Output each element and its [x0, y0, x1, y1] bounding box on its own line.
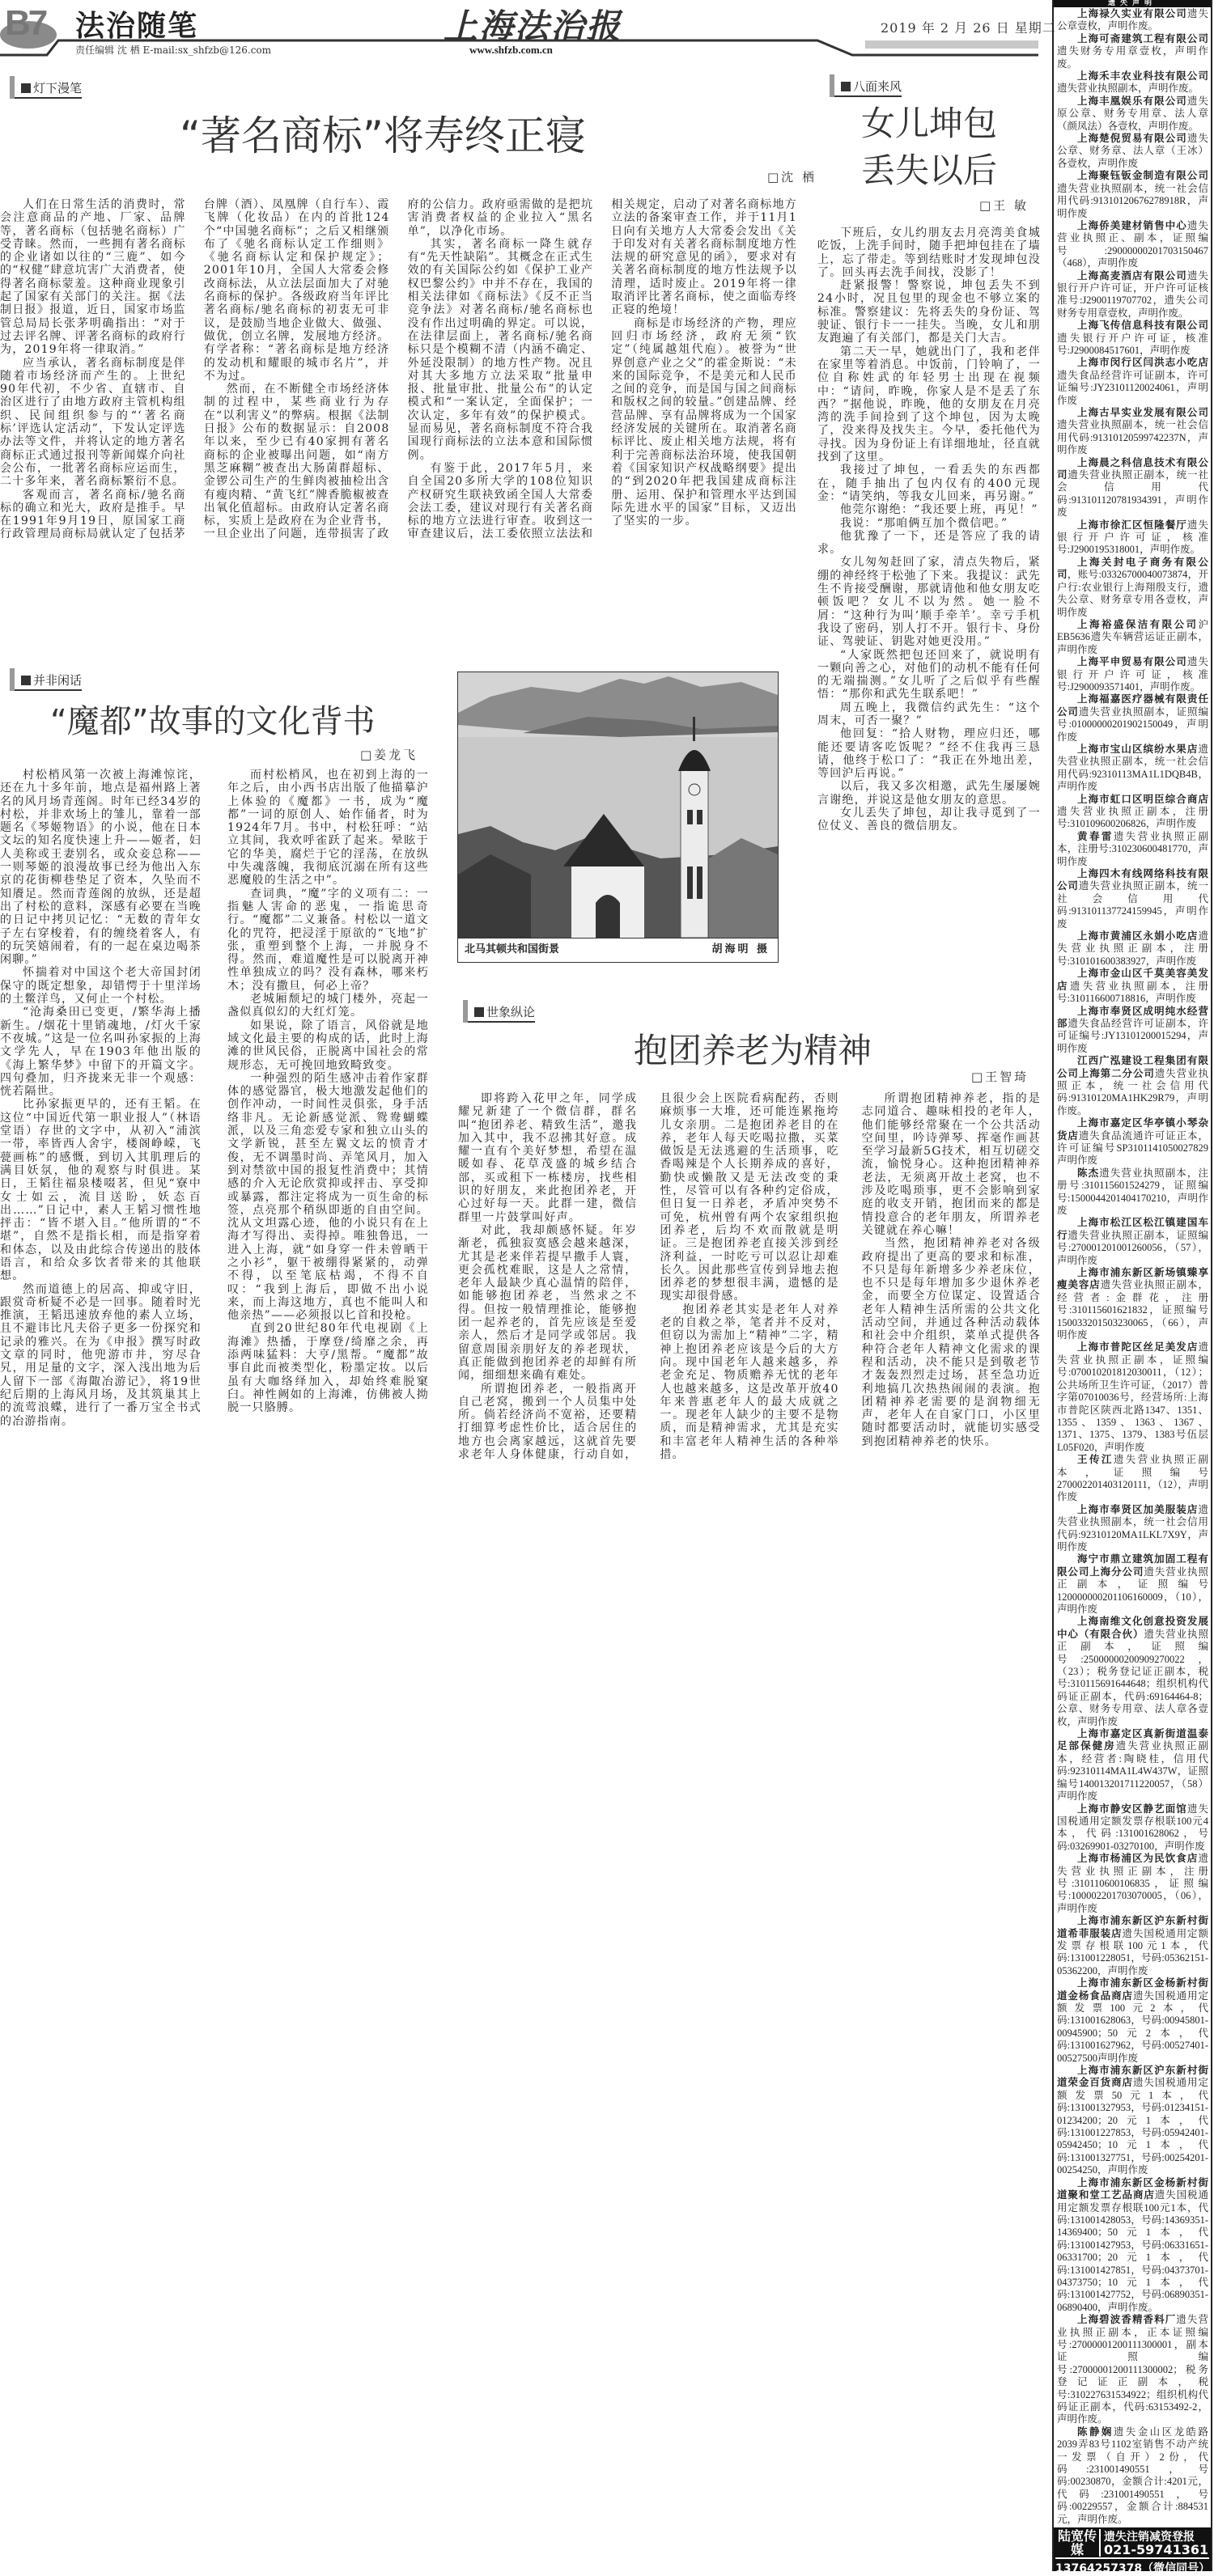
notice-entity: 上海裕盛保洁有限公司 — [1077, 618, 1199, 630]
lost-notice-item — [1057, 1915, 1208, 1977]
paragraph: 然而，在不断健全市场经济体制的过程中，某些商业行为存在“以利害义”的弊病。根据《法制日报》公布的数据显示：自2008年以来，至少已有40家拥有著名商标的企业被曝出问题，如“南方黑芝麻糊”被查出大肠菌群超标、金锣公司生产的生鲜肉被抽检出含有瘦肉精、“黄飞红”牌香脆椒被查出氧化值超标。由政府认定著名商标，实质上是政府在为企业背书，一旦企业出了问题，连带损害了政府的公信力。政府亟需做的是把坑害消费者权益的企业拉入“黑名单”，以净化市场。 — [203, 198, 594, 541]
notice-entity: 上海市嘉定区华亭镇小琴杂货店 — [1057, 1117, 1208, 1142]
notice-entity: 上海福嘉医疗器械有限责任公司 — [1057, 693, 1208, 718]
column-name: 法治随笔 — [75, 10, 199, 43]
notice-text: 遗失营业执照正副本，经营者:陶晓桂，信用代码:92310114MA1L4W437W，证照编号140013201711220057，（58）声明作废 — [1057, 1740, 1208, 1803]
paragraph: 一种强烈的陌生感冲击着作家群体的感觉器官，极大地激发起他们的创作冲动，一时间性灵俱张，身手活络非凡。无论新感觉派、鸳鸯蝴蝶派，以及三角恋爱专家和独立山头的文学新锐，甚至左翼文坛的愤青才俊，无不调墨时尚、弄笔风月，加入到对禁欲中国的报复性消费中；其情感的介入无论欣赏抑或抨击、享受抑或暴露，都注定将成为一页生命的标签，点亮那个稍纵即逝的自由空间。沈从文坦露心迹，他的小说只有在上海才写得出、卖得掉。唯独鲁迅，一进入上海，就“如身穿一件未曾晒干之小衫”，躯干被绷得紧紧的，动弹不得，以至笔底枯竭，不得不自叹：“我到上海后，即做不出小说来，而上海这地方，真也不能叫人和他亲热”——必须报以匕首和投枪。 — [227, 1071, 429, 1323]
notice-entity: 上海禄久实业有限公司 — [1077, 8, 1187, 19]
lost-notice-item — [1057, 1217, 1208, 1267]
notice-entity: 上海晨之科信息技术有限公司 — [1057, 456, 1208, 481]
notice-text: 遗失营业执照正副本，注册号:310109600206826，声明作废 — [1057, 806, 1208, 830]
lost-notice-item — [1057, 1055, 1208, 1117]
notice-text: 沪EB5636遗失车辆营运证正副本，声明作废 — [1057, 618, 1208, 655]
title-line: 丢失以后 — [861, 150, 998, 190]
notice-entity: 王传江 — [1077, 1454, 1114, 1466]
article-body-elderly — [458, 1092, 1041, 1461]
article-body-handbag — [817, 227, 1041, 833]
paragraph: 客观而言，著名商标/驰名商标的确立和光大，政府是推手。早在1991年9月19日，原国家工商行政管理局商标局就认定了包括茅台牌（酒）、凤凰牌（自行车）、霞飞牌（化妆品）在内的首批124个“中国驰名商标”；之后又相继颁布了《驰名商标认定工作细则》《驰名商标认定和保护规定》；2001年10月，全国人大常委会修改商标法，从立法层面加大了对驰名商标的保护。各级政府当年评比著名商标/驰名商标的初衷无可非议，是鼓励当地企业做大、做强、做优，创立名牌，发展地方经济。有学者称：“著名商标是地方经济的发动机和耀眼的城市名片”，并不为过。 — [0, 198, 390, 541]
notice-entity: 上海市杨浦区为民饮食店 — [1077, 1853, 1199, 1865]
notice-text: 遗失营业执照副本，注册号:310115601524279，证照编号:1500044201404170210，声明作废 — [1057, 1167, 1208, 1216]
notice-text: 遗失营业执照正副本，注册号:310110600106835，证照编号:100002201703070005，（06），声明作废 — [1057, 1853, 1208, 1914]
lost-notice-item — [1057, 1454, 1208, 1504]
lost-notice-item — [1057, 1341, 1208, 1454]
notice-text: 遗失银行开户许可证，核准号:J2900195318001，声明作废。 — [1057, 519, 1208, 556]
notice-entity: 黄春雷 — [1077, 830, 1114, 842]
lost-notice-item — [1057, 220, 1208, 270]
paragraph: 所谓抱团精神养老，指的是志同道合、趣味相投的老年人，他们能够经常聚在一个公共活动空间里，吟诗弹琴、挥毫作画甚至学习最新5G技术，相互切磋交流，愉悦身心。这种抱团精神养老法，无须离开故土老窝，也不涉及吃喝琐事，更不会影响到家庭的收支开销，抱团而来的都是情投意合的老年朋友，所谓养老关键就在养心嘛！ — [861, 1092, 1041, 1237]
lost-notice-item — [1057, 1853, 1208, 1915]
notice-entity: 上海市静安区静艺面馆 — [1077, 1803, 1187, 1815]
notice-entity: 上海关封电子商务有限公司 — [1057, 556, 1208, 581]
paragraph: 然而道德上的居高、抑或守旧，跟赏奇析疑不必是一回事。随着时光推演，王韬迅速放弃他的素人立场，且不避讳比凡夫俗子更多一份探究和记录的雅兴。在为《申报》撰写时政文章的同时，他兜游市井，穷尽旮旯，用足量的文字，深入浅出地为后人留下一部《海陬冶游记》，将19世纪后期的上海风月场，及其筑巢其上的流莺浪蝶，进行了一番万宝全书式的冶游指南。 — [0, 1282, 202, 1428]
lost-notice-item — [1057, 33, 1208, 70]
paragraph: 人们在日常生活的消费时，常会注意商品的产地、厂家、品牌等，著名商标（包括驰名商标）广受青睐。然而，一些拥有著名商标的企业诸如以往的“三鹿”、如今的“权健”肆意坑害广大消费者，使得著名商标蒙羞。这种商业现象引起了国家有关部门的关注。据《法制日报》报道，近日，国家市场监管总局局长张茅明确指出：“对于过去评名牌、评著名商标的政府行为，2019年将一律取消。” — [0, 198, 186, 357]
notice-entity: 上海市嘉定区真新街道温泰足部保健房 — [1057, 1728, 1208, 1752]
ad-box — [1054, 2527, 1211, 2576]
paragraph: 对此，我却颇感怀疑。年岁渐老，孤独寂寞感会越来越深，尤其是老来伴若提早撒手人寰，更会孤枕难眠，这是人之常情，老年人最缺少真心温情的陪伴，如能够抱团养老，当然求之不得。但按一般情理推论，能够抱团一起养老的，首先应该是至爱亲人，然后才是同学或邻居。我留意周围亲朋好友的养老现状，真正能做到抱团养老的却鲜有所闻，细细想来确有难处。 — [458, 1223, 638, 1383]
lost-notice-item — [1057, 831, 1208, 868]
lost-notice-item — [1057, 170, 1208, 220]
notice-entity: 陈杰 — [1077, 1167, 1100, 1179]
notice-text: 遗失财务专用章壹枚，声明作废。 — [1057, 45, 1208, 70]
ad-brand: 陆宽传媒 — [1055, 2529, 1101, 2557]
paragraph: 女儿丢失了坤包，却让我寻觅到了一位仗义、善良的微信朋友。 — [817, 807, 1041, 833]
lost-notice-item — [1057, 1504, 1208, 1554]
notice-entity: 上海市浦东新区沪东新村街道希菲服装店 — [1057, 1915, 1208, 1939]
notice-entity: 上海市浦东新区金杨新村街道聚和堂工艺品商店 — [1057, 2176, 1208, 2201]
lost-notice-item — [1057, 320, 1208, 357]
paragraph: 他莞尔谢绝：“我还要上班，再见！” — [840, 503, 1038, 517]
notice-text: 遗失营业执照正副本，经营者:金群花，注册号:310115601621832，证照编号150033201503230065，（66），声明作废 — [1057, 1279, 1208, 1341]
article-author: □沈 栖 — [767, 170, 817, 184]
paragraph: 而村松梢风，也在初到上海的一年之后，由小西书店出版了他描摹沪上体验的《魔都》一书，成为“魔都”一词的原创人、始作俑者，时为1924年7月。书中，村松狂呼：“站立其间，我欢呼雀跃了起来。晕眩于它的华美，腐烂于它的淫荡，在放纵中失魂落魄，我彻底沉溺在所有这些恶魔般的生活之中”。 — [227, 769, 429, 888]
paragraph: 应当承认，著名商标制度是伴随着市场经济而产生的。上世纪90年代初，不少省、直辖市、自治区进行了由地方政府主管机构组织、民间组织参与的“‘著名商标’评选认定活动”，下发认定评选办法等文件，并将认定的地方著名商标正式通过报刊等新闻媒介向社会公布，一批著名商标应运而生，二十多年来，著名商标繁衍不息。 — [0, 356, 186, 489]
notice-text: 遗失营业执照正副本，统一社会信用代码:92310113MA1L1DQB4B，声明作废 — [1057, 743, 1208, 793]
lost-notice-item — [1057, 1616, 1208, 1728]
photo-caption: 北马其顿共和国街景 — [465, 943, 560, 955]
lost-notices-header: 遗失声明 — [1054, 0, 1211, 7]
lost-notice-item — [1057, 457, 1208, 519]
notice-text: 遗失营业执照副本，注册号:310116600718816，声明作废 — [1057, 980, 1208, 1005]
notice-text: 遗失营业执照正本，统一社会信用代码:91310120MA1HK29R79，声明作废。 — [1057, 1067, 1208, 1116]
header-grey-bar — [865, 40, 1038, 49]
notice-text: 遗失营业执照正、副本，证照编号:29000000201703150467（468），声明作废 — [1057, 219, 1208, 269]
lost-notice-item — [1057, 2314, 1208, 2426]
paragraph: “人家既然把包还回来了，就说明有一颗向善之心，对他们的动机不能有任何的无端揣测。”女儿听了之后似乎有些醒悟：“那你和武先生联系吧！” — [817, 648, 1041, 701]
lost-notice-item — [1057, 557, 1208, 619]
title-line: 女儿坤包 — [861, 104, 998, 143]
paragraph: 村松梢风第一次被上海滩惊诧，还在九十多年前，地点是福州路上著名的风月场青莲阁。时年已经34岁的村松，并非欢场上的雏儿，靠着一部题名《琴姬物语》的小说，他在日本文坛的知名度快速上升——姬者，妇人美称或王妻别名，或众妾总称——一则琴姬的浪漫故事已经为他出入东京的花街柳巷垫足了资本，久坠而不知餍足。然而青莲阁的放纵，还是超出了村松的意料，深感有必要在当晚的日记中拷贝记忆：“无数的青年女子左右穿梭着，有的缠绕着客人，有的玩笑嬉闹着，有的一起在桌边喝茶闲聊。” — [0, 769, 202, 967]
lost-notice-item — [1057, 1267, 1208, 1341]
notice-text: 遗失营业执照正副本，正本证照编号:27000001200111300001，副本证照编号:27000001200111300002；税务登记证正副本，税号:310227631534922；组织机构代码证正副本，代码:63153492-2，声明作废。 — [1057, 2314, 1208, 2426]
notice-entity: 上海市浦东新区新场镇臻享瘦美容店 — [1057, 1267, 1208, 1291]
lost-notice-item — [1057, 1728, 1208, 1803]
ad-mobile: 13764257378（微信同号） — [1055, 2557, 1209, 2576]
lost-notice-item — [1057, 519, 1208, 557]
photo-credit: 胡海明 摄 — [711, 943, 770, 955]
paragraph: 我说：“那咱俩互加个微信吧。” — [840, 516, 1008, 530]
paragraph: 有鉴于此，2017年5月，来自全国20多所大学的108位知识产权研究生联袂致函全国人大常委会法工委，建议对现行有关著名商标的地方立法进行审查。收到这一审查建议后，法工委依照立法法和相关规定，启动了对著名商标地方立法的备案审查工作，并于11月1日向有关地方人大常委会发出《关于印发对有关著名商标制度地方性法规的研究意见的函》，要求对有关著名商标制度的地方性法规予以清理，适时废止。2019年将一律取消评比著名商标，使之面临寿终正寝的绝境！ — [407, 198, 797, 541]
notice-entity: 上海市闵行区闫洪志小吃店 — [1077, 357, 1208, 369]
article-title-trademark: “著名商标”将寿终正寝 — [180, 112, 586, 159]
article-body-trademark — [0, 198, 797, 541]
notice-entity: 上海市奉贤区加美服装店 — [1077, 1503, 1199, 1515]
paragraph: 女儿匆匆赶回了家，清点失物后，紧绷的神经终于松弛了下来。我提议：武先生不肯接受酬谢，那就请他和他女朋友吃顿饭吧？女儿不以为然。她一脸不屑：“这种行为叫‘顺手牵羊’。幸亏手机我设了密码，别人打不开。银行卡、身份证、驾驶证、钥匙对她更没用。” — [817, 556, 1041, 649]
paragraph: 他回复：“拾人财物，理应归还，哪能还要请客吃饭呢？”经不住我再三恳请，他终于松口了：“我正在外地出差，等回沪后再说。” — [817, 727, 1041, 781]
notice-entity: 上海四木有线网络科技有限公司 — [1057, 868, 1208, 892]
masthead-logo: 上海法治报 — [444, 6, 622, 46]
notice-text: 遗失营业执照正副本，统一社会信用代码:913101137724159945，声明作废 — [1057, 880, 1208, 930]
lost-notices-column — [1052, 0, 1212, 2576]
paragraph: 抱团养老其实是老年人对养老的自救之举，笔者并不反对，但窃以为需加上“精神”二字，精神上抱团养老应该是今后的大方向。现中国老年人越来越多，养老金充足、物质赡养无忧的老年人也越来越多，这是改革开放40年来普惠老年人的最大成就之一。现老年人缺少的主要不是物质，而是精神需求，尤其是充实和丰富老年人精神生活的各种举措。 — [660, 1303, 839, 1462]
article-title-modu: “魔都”故事的文化背书 — [50, 703, 376, 740]
notice-text: 遗失营业执照正副本，证照编号120000000201106160009，（10），声明作废 — [1057, 1566, 1208, 1615]
lost-notice-item — [1057, 270, 1208, 320]
lost-notice-item — [1057, 693, 1208, 744]
notice-text: 遗失国税通用定额发票100元2本，代码:131001628063，号码:00945801-00945900；50元2本，代码:131001627962，号码:00527401-00527500声明作废 — [1057, 1989, 1208, 2064]
lost-notice-item — [1057, 1006, 1208, 1056]
section-label-a2 — [830, 78, 902, 97]
lost-notice-item — [1057, 70, 1208, 95]
section-label-text: 并非闲话 — [33, 673, 83, 688]
lost-notice-item — [1057, 968, 1208, 1005]
notice-entity: 上海丰凰娱乐有限公司 — [1077, 95, 1187, 107]
paragraph: 以后，我又多次相邀，武先生屡屡婉言谢绝，并说这是他女朋友的意思。 — [817, 780, 1041, 807]
notice-entity: 上海侨美建材销售中心 — [1077, 219, 1187, 231]
paragraph: 当然，抱团精神养老对各级政府提出了更高的要求和标准，不只是每年新增多少养老床位，也不只是每年增加多少退休养老金，而要全方位谋定、设置适合老年人精神生活所需的公共文化活动空间，并通过各种活动载体和社会中介组织，菜单式提供各种符合老年人精神文化需求的课程和活动，决不能只是到敬老节才轰轰烈烈走过场，甚至急功近利地搞几次热热闹闹的表演。抱团精神养老需要的是润物细无声，老年人在自家门口，小区里随时都要活动时，就能切实感受到抱团精神养老的快乐。 — [861, 1237, 1041, 1448]
square-icon — [21, 676, 31, 685]
notice-entity: 上海古早实业发展有限公司 — [1077, 407, 1208, 418]
notice-text: 遗失食品经营许可证副本，许可证编号:JY23101120024061，声明作废 — [1057, 369, 1208, 406]
notice-text: 遗失营业执照副本，声明作废。 — [1057, 83, 1199, 95]
paragraph: 怀揣着对中国这个老大帝国封闭保守的既定想象，却错愕于十里洋场的土鳖洋鸟，又何止一个村松。 — [0, 966, 202, 1006]
lost-notice-item — [1057, 407, 1208, 457]
paragraph: 所谓抱团养老，一般指离开自己老窝，搬到一个人员集中处所。倘若经济尚不宽裕，还要精打细算考虑性价比，适合居住的地方也会离家越远，这就首先要求老年人身体健康，行动自如，且很少会上医院看病配药，否则麻烦事一大堆，还可能连累拖垮儿女亲朋。二是抱团养老目的在养，老年人每天吃喝拉撒，买菜做饭是无法逃避的生活琐事，吃香喝辣是个人长期养成的喜好，勤快或懒散又是无法改变的秉性，尽管可以有各种约定俗成，但日复一日养老，矛盾冲突势不可免，杭州曾有两个农家组织抱团养老，后均不欢而散就是明证。三是抱团养老直接关涉到经济利益，一时吃亏可以忍让却难长久。因此那些宣传到异地去抱团养老的梦想很丰满，遗憾的是现实却很骨感。 — [458, 1092, 839, 1462]
lost-notice-item — [1057, 619, 1208, 656]
ad-service: 遗失注销减资登报 — [1104, 2531, 1195, 2544]
paragraph: 我接过了坤包，一看丢失的东西都在，随手抽出了包内仅有的400元现金：“请笑纳，等我女儿回来，再另谢。” — [817, 464, 1041, 503]
photo-caption-bar — [458, 938, 778, 962]
notice-entity: 上海市金山区千莫美容美发店 — [1057, 968, 1208, 992]
lost-notice-item — [1057, 1117, 1208, 1167]
square-icon — [474, 1007, 484, 1017]
square-icon — [841, 82, 851, 91]
editor-line: 责任编辑 沈 栖 E-mail:sx_shfzb@126.com — [75, 44, 272, 56]
ad-phone: 021-59741361 — [1104, 2542, 1209, 2558]
notice-text: 遗失银行开户许可证，开户许可证核准号:J2900119707702，遗失公司财务专用章壹枚，声明作废。 — [1057, 269, 1208, 319]
notice-entity: 陈静娴 — [1077, 2426, 1114, 2438]
issue-date: 2019 年 2 月 26 日 星期二 — [881, 20, 1056, 36]
notice-entity: 上海市虹口区明臣综合商店 — [1077, 793, 1208, 805]
notice-entity: 上海市普陀区丝足美发店 — [1077, 1341, 1199, 1354]
square-icon — [21, 83, 31, 93]
notice-entity: 上海市徐汇区恒隆餐厅 — [1077, 519, 1187, 531]
notice-entity: 上海市松江区松江镇建国车行 — [1057, 1217, 1208, 1241]
lost-notice-item — [1057, 1803, 1208, 1854]
paragraph: “沧海桑田已变更，/繁华海上播新生。/烟花十里销魂地，/灯火千家不夜城。”这是一位名叫孙家振的上海文学先人，早在1903年他出版的《海上繁华梦》中留下的开篇文字。四句叠加，归齐拢来无非一个观感：恍若隔世。 — [0, 1006, 202, 1099]
paragraph: 下班后，女儿约朋友去月亮湾美食城吃饭，上洗手间时，随手把坤包挂在了墙上，忘了带走。等到结账时才发现坤包没了。回头再去洗手间找，没影了！ — [817, 227, 1041, 279]
section-label-text: 八面来风 — [853, 79, 902, 94]
photo-image — [458, 672, 778, 938]
notice-text: 遗失营业执照副本，证照编号:01000000201902150049，声明作废 — [1057, 705, 1208, 743]
lost-notice-item — [1057, 656, 1208, 693]
notice-text: 遗失国税通用定额发票存根联100元4本，代码:131001628062，号码:03269901-03270100，声明作废 — [1057, 1803, 1208, 1852]
notice-entity: 上海碧波香精香料厂 — [1077, 2314, 1177, 2326]
notice-text: 遗失原公章、财务专用章、法人章（颜凤法）各壹枚，声明作废。 — [1057, 95, 1208, 132]
lost-notice-item — [1057, 1977, 1208, 2065]
notice-entity: 江西广泓建设工程集团有限公司上海第二分公司 — [1057, 1055, 1208, 1079]
lost-notice-item — [1057, 2065, 1208, 2177]
lost-notice-item — [1057, 357, 1208, 407]
notice-entity: 上海南维文化创意投资发展中心（有限合伙） — [1057, 1616, 1208, 1640]
notice-entity: 上海市奉贤区成明纯水经营部 — [1057, 1005, 1208, 1029]
notice-entity: 上海聚钰钣金制造有限公司 — [1077, 170, 1208, 182]
lost-notice-item — [1057, 868, 1208, 930]
photo-street-scene — [457, 672, 779, 963]
notice-entity: 上海飞传信息科技有限公司 — [1077, 320, 1208, 332]
lost-notice-item — [1057, 133, 1208, 170]
lost-notice-item — [1057, 1167, 1208, 1218]
notice-text: 遗失公章、财务章、法人章（王冰）各壹枚，声明作废 — [1057, 133, 1208, 169]
paragraph: 如果说，除了语言，风俗就是地域文化最主要的构成的话，此时上海滩的世风民俗，正脱离中国社会的常规形态，无可挽回地致畸致变。 — [227, 1019, 429, 1072]
notice-entity: 上海市浦东新区沪东新村街道荣金百货商店 — [1057, 2065, 1208, 2089]
notice-text: 遗失国税通用定额发票存根联100元1本，代码:131001228051，号码:05362151-05362200，声明作废 — [1057, 1927, 1208, 1976]
paragraph: 即将跨入花甲之年，同学成耀兄新建了一个微信群，群名叫“抱团养老、精致生活”，邀我加入其中，我不忍拂其好意。成耀一直有个美好梦想，希望在温暖如春、花草茂盛的城乡结合部，买或租下一栋楼房，找些相识的好朋友，来此抱团养老，开心过好每一天。此群一建，微信群里一片鼓掌叫好声。 — [458, 1092, 638, 1224]
notice-entity: 上海楚倪贸易有限公司 — [1077, 133, 1187, 145]
section-label-text: 世象纵论 — [486, 1005, 536, 1019]
notice-entity: 上海可斋建筑工程有限公司 — [1077, 32, 1208, 44]
paragraph: 商标是市场经济的产物，理应回归市场经济，政府无须“钦定”（纯属越俎代庖）。被誉为“世界创意产业之父”的霍金斯说：“未来的国际竞争，不是美元和人民币之间的竞争，而是国与国之间商标和版权之间的较量。”创建品牌、经营品牌、享有品牌将成为一个国家经济发展的关键所在。取消著名商标评比、废止相关地方法规，将有利于完善商标法治环境，使我国朝着《国家知识产权战略纲要》提出的“到2020年把我国建成商标注册、运用、保护和管理水平达到国际先进水平的国家”目标，又迈出了坚实的一步。 — [611, 316, 797, 528]
notice-text: 遗失银行开户许可证，核准号:J2900084517601，声明作废 — [1057, 332, 1208, 356]
article-title-handbag — [861, 100, 997, 194]
notice-text: 遗失营业执照正副本，注册号:310101600383927，声明作废 — [1057, 930, 1208, 967]
notice-text: 遗失营业执照正副本，证照编号:270001201001260056，（57），声明作废 — [1057, 1229, 1208, 1266]
notice-text: 遗失营业执照副本，统一社会信用代码:91310120676278918R，声明作废 — [1057, 182, 1208, 219]
notice-text: 遗失营业执照正副本，证照编号:25000000200909270022，（23）；税务登记证正副本，税号:310115691644648；组织机构代码证正副本，代码:69164464-8；公章、财务专用章、法人章各壹枚，声明作废 — [1057, 1628, 1208, 1727]
notice-entity: 上海市宝山区缤纷水果店 — [1077, 743, 1199, 755]
notice-text: ，账号:03326700040073874，开户行:农业银行上海翔殷支行，遗失公章、财务章专用各壹枚，声明作废 — [1057, 569, 1208, 618]
notice-entity: 上海平申贸易有限公司 — [1077, 656, 1187, 668]
notice-text: 遗失营业执照正副本，统一社会信用代码:913101120781934391，声明作废 — [1057, 469, 1208, 519]
lost-notice-item — [1057, 8, 1208, 33]
lost-notice-item — [1057, 2177, 1208, 2314]
website-url[interactable]: www.shfzb.com.cn — [469, 44, 553, 56]
notice-text: 遗失营业执照正副本，证照编号270002201403120111，（12），声明作废 — [1057, 1454, 1208, 1503]
notice-entity: 上海市黄浦区永娟小吃店 — [1077, 930, 1199, 943]
paragraph: 老城厢颓圮的城门楼外，亮起一盏似真似幻的大红灯笼。 — [227, 993, 429, 1019]
paragraph: 其实，著名商标一降生就存有“先天性缺陷”。其概念在正式生效的有关国际公约如《保护工业产权巴黎公约》中并不存在，我国的相关法律如《商标法》《反不正当竞争法》对著名商标/驰名商标也没有作出过明确的界定。可以说，在法律层面上，著名商标/驰名商标只是个模糊不清（内涵不确定、外延没限制）的地方性产物。况且对其大多地方立法采取“批量申报、批量审批、批量公布”的认定模式和“一案认定，全面保护；一次认定，多年有效”的保护模式。显而易见，著名商标制度不符合我国现行商标法的立法本意和国际惯例。 — [407, 237, 594, 462]
article-author: □姜龙飞 — [360, 748, 418, 762]
lost-notice-item — [1057, 95, 1208, 133]
lost-notice-item — [1057, 794, 1208, 831]
lost-notices-list — [1054, 7, 1211, 2526]
notice-text: 遗失营业执照副本，统一社会信用代码:92310120MA1LKL7X9Y，声明作废 — [1057, 1503, 1208, 1553]
notice-text: 遗失公章壹枚，声明作废。 — [1057, 8, 1208, 32]
paragraph: 第二天一早，她就出门了，我和老伴在家里等着消息。中饭前，门铃响了，一位自称姓武的年轻男士出现在视频中：“请问，昨晚，你家人是不是丢了东西？”据他说，昨晚，他的女朋友在月亮湾的洗手间捡到了这个坤包，因为太晚了，没来得及找失主。今早，委托他代为寻找。因为身份证上有详细地址，径直就找到了这里。 — [817, 345, 1041, 464]
lost-notice-item — [1057, 1553, 1208, 1616]
article-body-modu — [0, 769, 429, 1428]
paragraph: 直到20世纪80年代电视剧《上海滩》热播，于摩登/绮靡之余，再添两味猛料：大亨/黑帮。“魔都”故事自此而被类型化，粉墨定妆。以后虽有大咖络绎加入，却始终难脱窠臼。神性阙如的上海滩，仿佛被人拗脱一只胳膊。 — [227, 1322, 429, 1415]
section-label-text: 灯下漫笔 — [33, 81, 83, 95]
article-author: □王 敏 — [979, 198, 1029, 213]
page-number: B7 — [5, 3, 46, 43]
article-author: □王智琦 — [971, 1070, 1029, 1084]
lost-notice-item — [1057, 2426, 1208, 2526]
paragraph: 周五晚上，我微信约武先生：“这个周末，可否一聚？” — [817, 701, 1041, 727]
section-label-a3 — [10, 672, 82, 691]
paragraph: 查词典，“魔”字的义项有二：一指魅人害命的恶鬼，一指诡思奇行。“魔都”二义兼备。村松以一道文化的咒符，把浸淫于原欲的“飞地”扩张，重塑到整个上海，一并脱身不得。然而，难道魔性是可以脱离开神性单独成立的吗？没有森林，哪来朽木；没有撒旦，何必上帝？ — [227, 887, 429, 993]
notice-text: 遗失金山区龙皓路2039弄83号1102室销售不动产统一发票（自开）2份，代码:231001490551，号码:00230870，金额合计:4201元，代码:231001490551，号码:00229557，金额合计:884531元，声明作废。 — [1057, 2426, 1208, 2525]
notice-text: 遗失营业执照正副本，证照编号:070010201812030011，（12）；公共场所卫生许可证，（2017）普字第07010036号，经营场所:上海市普陀区陕西北路1347、1351、1355、1359、1363、1367、1371、1375、1379、1383号伍层L05F020，声明作废 — [1057, 1341, 1208, 1453]
notice-text: 遗失国税通用定额发票50元1本，代码:131001327953，号码:01234151-01234200；20元1本，代码:131001227853，号码:05942401-05942450；10元1本，代码:131001327751，号码:00254201-00254250，声明作废 — [1057, 2077, 1208, 2176]
notice-text: 遗失食品经营许可证副本，许可证编号:JY13101200015294，声明作废 — [1057, 1017, 1208, 1054]
paragraph: 赶紧报警！警察说，坤包丢失不到24小时，况且包里的现金也不够立案的标准。警察建议：先将丢失的身份证、驾驶证、银行卡一一挂失。当晚，女儿和朋友跑遍了有关部门，都是关门大吉。 — [817, 279, 1041, 345]
section-label-a1 — [10, 79, 82, 99]
lost-notice-item — [1057, 744, 1208, 794]
notice-text: 遗失银行开户许可证，核准号:J2900093571401，声明作废。 — [1057, 656, 1208, 693]
notice-entity: 上海市浦东新区金杨新村街道金杨食品商店 — [1057, 1977, 1208, 2002]
notice-text: 遗失食品流通许可证正本，许可证编号SP3101141050027829声明作废 — [1057, 1129, 1208, 1167]
notice-text: 遗失国税通用定额发票存根联100元1本，代码:131001428053，号码:14369351-14369400；50元1本，代码:131001427953，号码:06331651-06331700；20元1本，代码:131001427851，号码:04373701-04373750；10元1本，代码:131001427752，号码:06890351-06890400，声明作废。 — [1057, 2189, 1208, 2313]
lost-notice-item — [1057, 930, 1208, 968]
article-title-elderly: 抱团养老为精神 — [634, 1031, 872, 1070]
notice-text: 遗失营业执照正副本，注册号:310230600481770，声明作废 — [1057, 830, 1208, 867]
section-label-a4 — [463, 1003, 535, 1023]
paragraph: 比孙家振更早的，还有王韬。在这位“中国近代第一职业报人”（林语堂语）存世的文字中，从初入“浦滨一带，率皆西人舍宇，楼阁峥嵘，飞甍画栋”的感慨，到切入其肌理后的满目妖氛，他的观察与时俱进。某日，王韬往福泉楼啜茗，但见“寮中女士如云，流目送盼，妖态百出……”日记中，素人王韬习惯性地抨击：“皆不堪入目。”他所谓的“不堪”，自然不是指长相，而是指穿着和体态，以及由此综合传递出的肢体语言，和给众多饮者带来的其他联想。 — [0, 1098, 202, 1283]
paragraph: 他犹豫了一下，还是答应了我的请求。 — [817, 529, 1041, 557]
notice-entity: 上海禾丰农业科技有限公司 — [1077, 70, 1208, 83]
notice-entity: 上海高麦酒店有限公司 — [1077, 269, 1187, 282]
notice-entity: 海宁市鼎立建筑加固工程有限公司上海分公司 — [1057, 1553, 1208, 1578]
notice-text: 遗失营业执照副本，统一社会信用代码:91310120599742237N，声明作废 — [1057, 419, 1208, 456]
